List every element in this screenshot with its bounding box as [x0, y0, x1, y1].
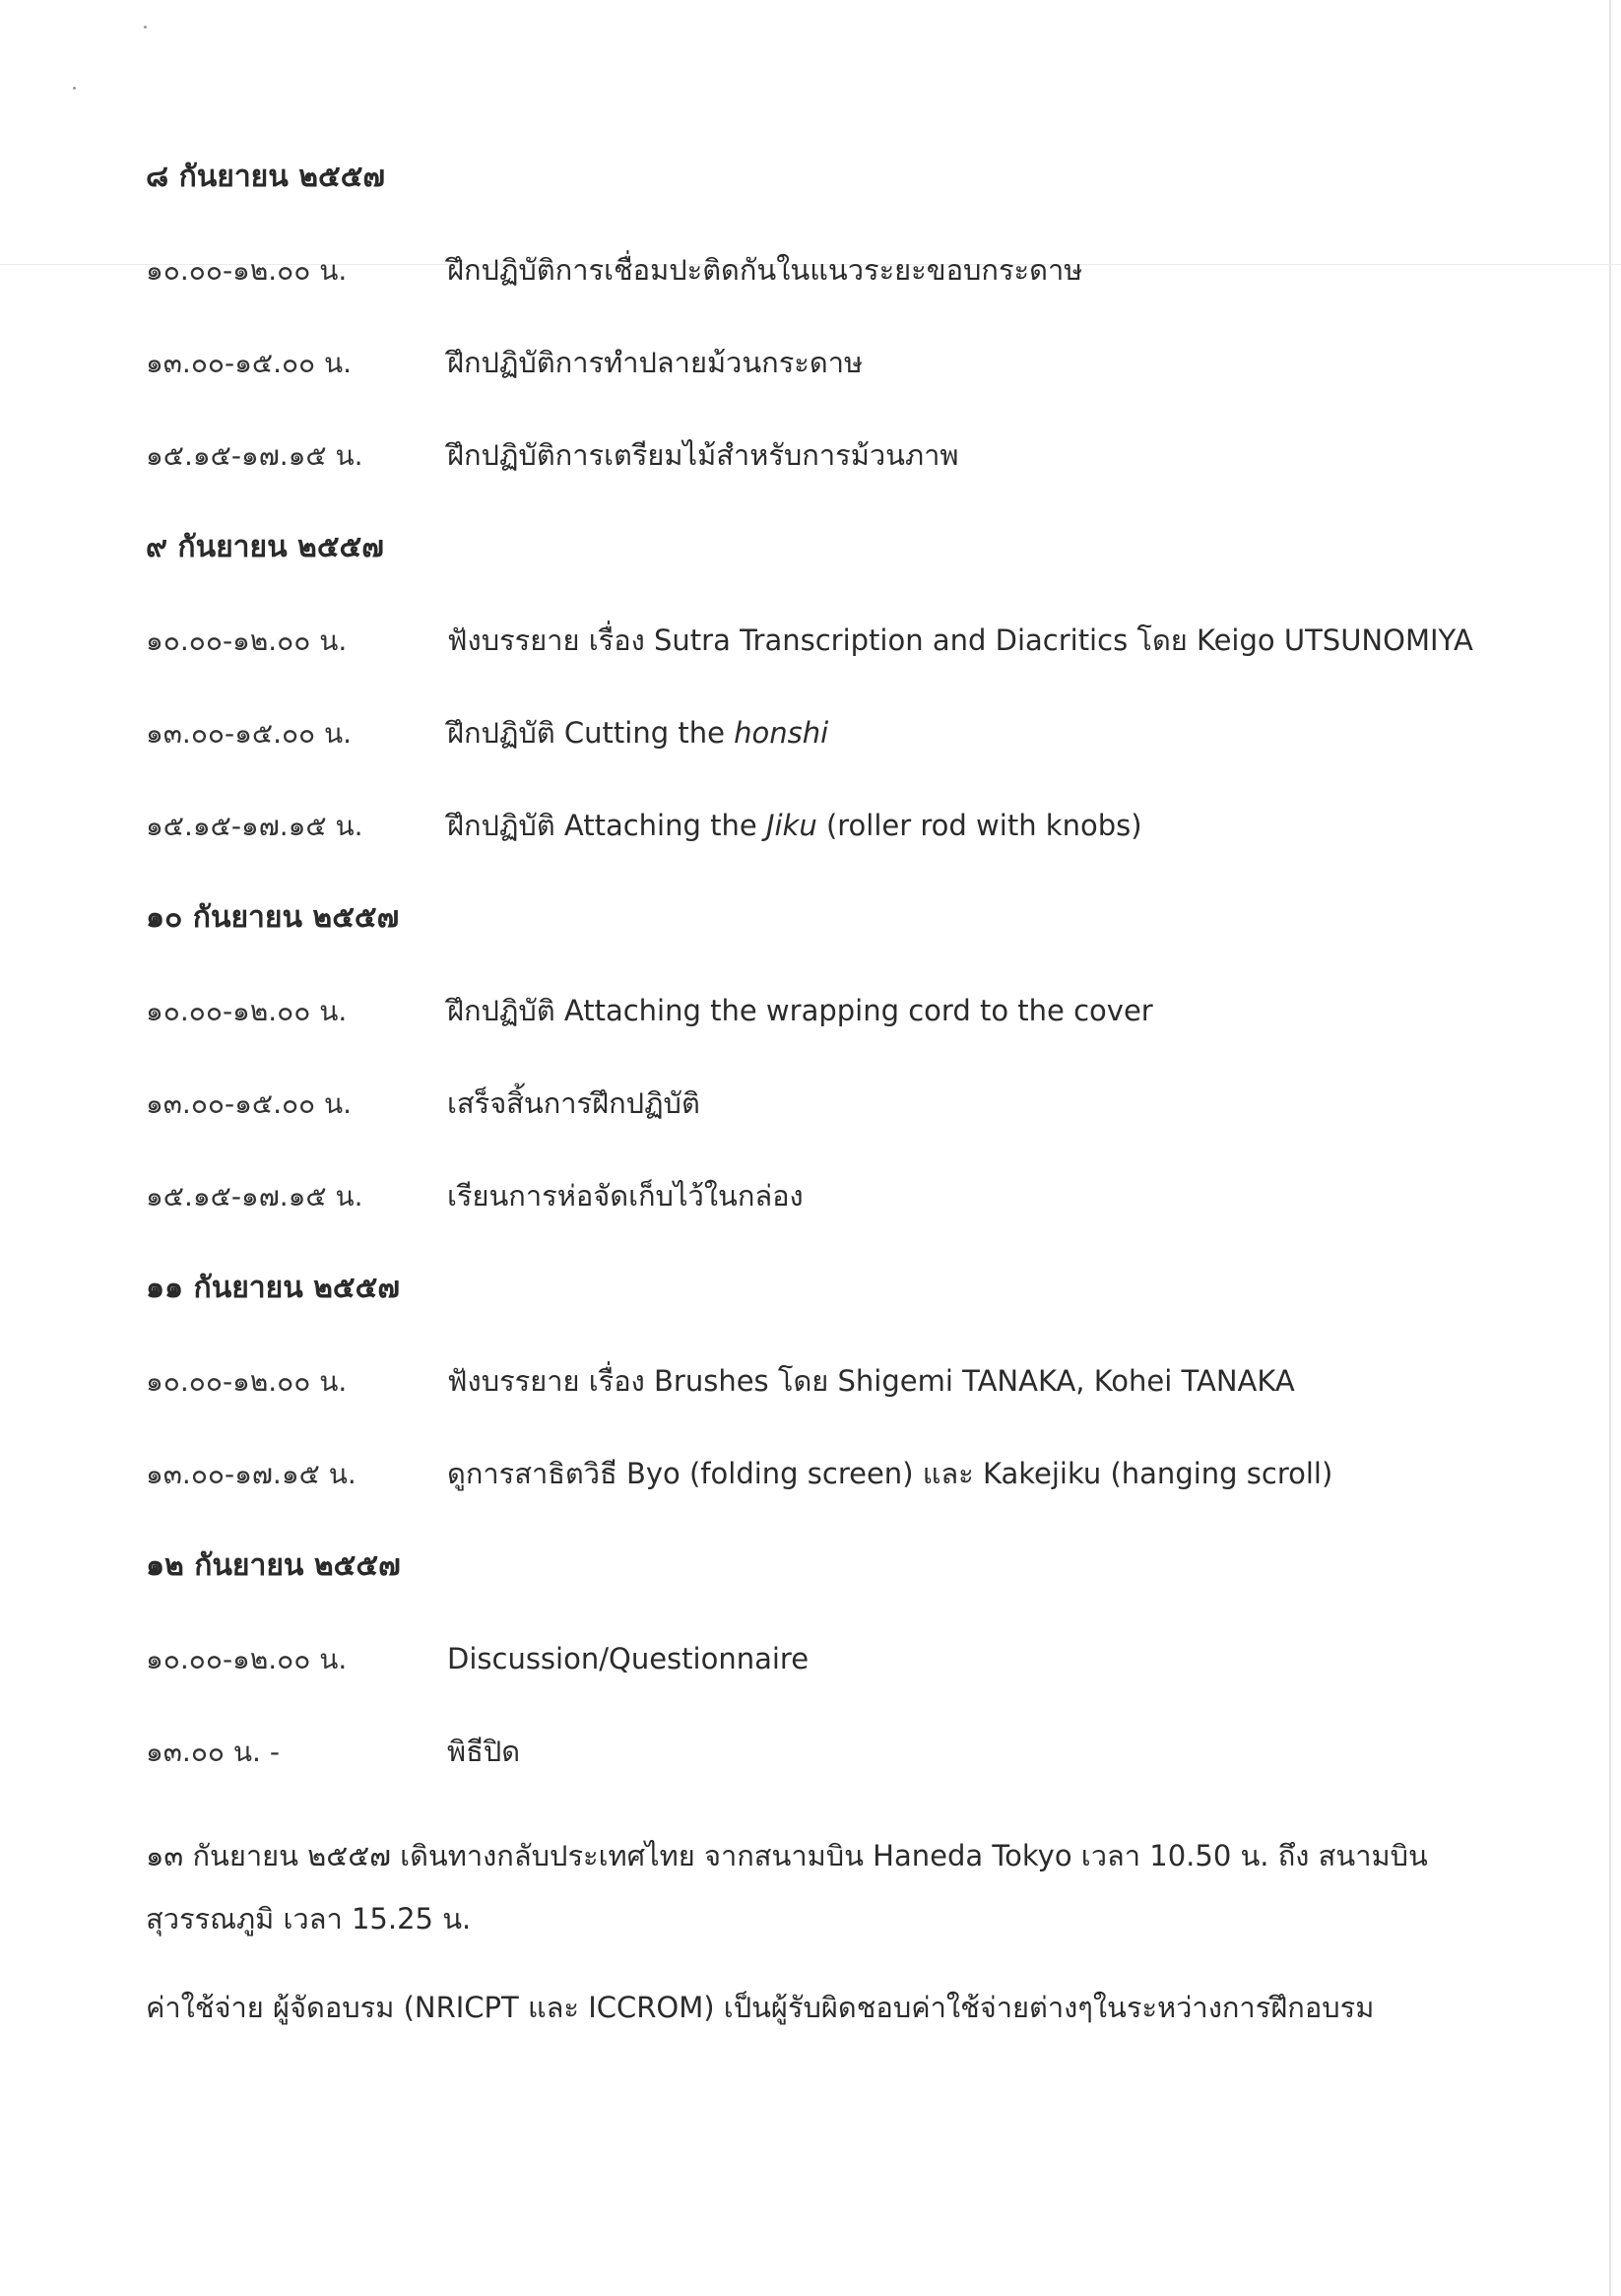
time-slot: ๑๓.๐๐-๑๕.๐๐ น. [146, 717, 353, 750]
activity [447, 806, 1485, 845]
schedule-row [146, 806, 1485, 845]
schedule-row [146, 1176, 1485, 1215]
schedule-row [146, 621, 1485, 660]
time-slot: ๑๕.๑๕-๑๗.๑๕ น. [146, 810, 363, 842]
day-section [146, 158, 1485, 475]
schedule-row [146, 435, 1485, 475]
time-slot: ๑๓.๐๐ น. - [146, 1736, 280, 1768]
activity-text: ฝึกปฏิบัติ Cutting the [447, 716, 735, 750]
schedule-row [146, 1732, 1485, 1771]
day-section [146, 1546, 1485, 1771]
expenses-paragraph: ค่าใช้จ่าย ผู้จัดอบรม (NRICPT และ ICCROM) เป็นผู้รับผิดชอบค่าใช้จ่ายต่างๆในระหว่างการฝึกอบรม [146, 1991, 1375, 2024]
time-slot: ๑๓.๐๐-๑๕.๐๐ น. [146, 347, 353, 379]
time-slot: ๑๕.๑๕-๑๗.๑๕ น. [146, 439, 363, 472]
activity: ฟังบรรยาย เรื่อง Brushes โดย Shigemi TANAKA, Kohei TANAKA [447, 1364, 1295, 1398]
activity: ฝึกปฏิบัติ Attaching the wrapping cord to the cover [447, 994, 1153, 1027]
schedule-row [146, 1454, 1485, 1493]
day-section [146, 1269, 1485, 1493]
day-section [146, 898, 1485, 1215]
time-slot: ๑๓.๐๐-๑๕.๐๐ น. [146, 1087, 353, 1120]
day-heading: ๘ กันยายน ๒๕๕๗ [146, 160, 385, 194]
day-section [146, 528, 1485, 845]
time-slot: ๑๐.๐๐-๑๒.๐๐ น. [146, 1365, 348, 1398]
schedule-row [146, 713, 1485, 753]
activity-italic-term: Jiku [765, 809, 817, 842]
activity: พิธีปิด [447, 1735, 521, 1768]
scan-speck [144, 26, 147, 29]
time-slot: ๑๐.๐๐-๑๒.๐๐ น. [146, 624, 348, 657]
activity: ฟังบรรยาย เรื่อง Sutra Transcription and Diacritics โดย Keigo UTSUNOMIYA [447, 623, 1473, 657]
activity: Discussion/Questionnaire [447, 1642, 810, 1675]
day-heading: ๑๒ กันยายน ๒๕๕๗ [146, 1548, 401, 1583]
schedule-row [146, 250, 1485, 290]
day-heading: ๑๐ กันยายน ๒๕๕๗ [146, 900, 400, 935]
schedule-row [146, 1083, 1485, 1123]
activity-text: ฝึกปฏิบัติ Attaching the [447, 809, 766, 842]
schedule-row [146, 991, 1485, 1030]
schedule-row [146, 1361, 1485, 1401]
activity [447, 713, 1485, 753]
time-slot: ๑๐.๐๐-๑๒.๐๐ น. [146, 254, 348, 287]
day-heading: ๙ กันยายน ๒๕๕๗ [146, 530, 384, 564]
schedule-content [146, 158, 1485, 2065]
time-slot: ๑๕.๑๕-๑๗.๑๕ น. [146, 1180, 363, 1213]
activity: ฝึกปฏิบัติการเชื่อมปะติดกันในแนวระยะขอบกระดาษ [447, 253, 1083, 287]
activity-text: (roller rod with knobs) [816, 809, 1142, 842]
activity-italic-term: honshi [734, 716, 829, 750]
time-slot: ๑๓.๐๐-๑๗.๑๕ น. [146, 1458, 357, 1490]
return-trip-paragraph: ๑๓ กันยายน ๒๕๕๗ เดินทางกลับประเทศไทย จากสนามบิน Haneda Tokyo เวลา 10.50 น. ถึง สนามบินสุวรรณภูมิ เวลา 15.25 น. [146, 1839, 1428, 1935]
time-slot: ๑๐.๐๐-๑๒.๐๐ น. [146, 1643, 348, 1675]
activity: เรียนการห่อจัดเก็บไว้ในกล่อง [447, 1179, 804, 1213]
time-slot: ๑๐.๐๐-๑๒.๐๐ น. [146, 995, 348, 1027]
activity: เสร็จสิ้นการฝึกปฏิบัติ [447, 1086, 700, 1120]
day-heading: ๑๑ กันยายน ๒๕๕๗ [146, 1271, 400, 1305]
scan-edge [1609, 0, 1611, 2296]
schedule-row [146, 1639, 1485, 1678]
activity: ฝึกปฏิบัติการทำปลายม้วนกระดาษ [447, 346, 864, 379]
activity: ฝึกปฏิบัติการเตรียมไม้สำหรับการม้วนภาพ [447, 438, 959, 472]
schedule-row [146, 343, 1485, 382]
activity: ดูการสาธิตวิธี Byo (folding screen) และ Kakejiku (hanging scroll) [447, 1457, 1333, 1490]
scan-speck [73, 87, 76, 90]
